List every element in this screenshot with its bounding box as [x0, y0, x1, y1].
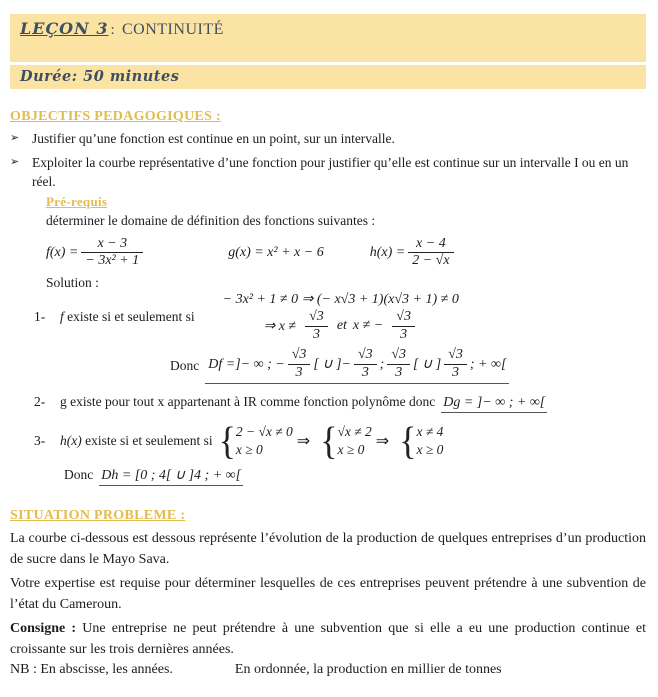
- fraction-sqrt3-over-3: [305, 310, 328, 342]
- lesson-number-label: LEÇON 3: [20, 19, 109, 38]
- arrow-bullet-icon: ➢: [10, 132, 20, 144]
- consigne-text: Une entreprise ne peut prétendre à une subvention que si elle a eu une production continue et croissante sur les trois dernières années.: [10, 621, 646, 658]
- item1-label: existe si et seulement si: [67, 308, 195, 324]
- item1-equations: [223, 291, 459, 342]
- lesson-title-banner: [10, 14, 646, 62]
- formula-h-lhs: h(x) =: [369, 244, 406, 260]
- solution-item-2: [34, 394, 646, 413]
- df-lhs: Df =: [208, 356, 236, 372]
- df-token: ]− ∞ ; −: [235, 356, 285, 372]
- prerequis-intro: déterminer le domaine de définition des fonctions suivantes :: [46, 212, 376, 228]
- situation-heading: SITUATION PROBLEME :: [10, 508, 186, 524]
- formula-f: [46, 237, 146, 269]
- domain-h-expression: Dh = [0 ; 4[ ∪ ]4 ; + ∞[: [99, 467, 243, 486]
- donc-label: Donc: [170, 358, 200, 374]
- domain-f-conclusion: [170, 348, 646, 383]
- equation-2: [263, 310, 417, 342]
- consigne-label: Consigne :: [10, 621, 77, 637]
- df-token: [ ∪ ]−: [313, 357, 351, 373]
- objectives-heading: OBJECTIFS PEDAGOGIQUES :: [10, 109, 222, 124]
- fraction-numerator: √3: [444, 348, 467, 365]
- domain-f-expression: [205, 348, 509, 383]
- fraction-sqrt3-over-3: [444, 348, 467, 380]
- nb-ordonnee: En ordonnée, la production en millier de tonnes: [234, 662, 502, 678]
- eq2-implies: ⇒ x ≠: [263, 318, 297, 334]
- fraction-denominator: 3: [400, 326, 408, 342]
- objective-item: [10, 129, 646, 149]
- fraction-denominator: 2 − √x: [412, 253, 450, 269]
- situation-paragraph-2: Votre expertise est requise pour déterminer lesquelles de ces entreprises peuvent prétendre à une subvention de l’état du Cameroun.: [10, 576, 646, 613]
- item-number: 2-: [34, 393, 46, 409]
- solution-item-3: [34, 418, 646, 463]
- fraction-denominator: 3: [295, 365, 303, 381]
- functions-formula-row: [46, 237, 646, 269]
- fraction: [408, 237, 453, 269]
- fraction-sqrt3-over-3: [392, 310, 415, 342]
- donc-label: Donc: [64, 467, 94, 483]
- duration-text: Durée: 50 minutes: [20, 68, 180, 85]
- system-3: [399, 418, 444, 463]
- item2-statement: g existe pour tout x appartenant à IR comme fonction polynôme donc: [60, 393, 436, 409]
- system-lines: [337, 423, 371, 459]
- fraction-denominator: 3: [312, 326, 320, 342]
- system-1: [218, 418, 293, 463]
- objective-text: Exploiter la courbe représentative d’une fonction pour justifier qu’elle est continue sur un intervalle I ou en un réel.: [32, 154, 629, 190]
- equation-1: − 3x² + 1 ≠ 0 ⇒ (− x√3 + 1)(x√3 + 1) ≠ 0: [222, 292, 459, 308]
- system-line: x ≥ 0: [337, 442, 365, 458]
- duration-banner: [10, 65, 646, 89]
- eq2-neq: x ≠ −: [352, 318, 384, 334]
- fraction-denominator: − 3x² + 1: [85, 253, 140, 269]
- objective-item: [10, 153, 646, 192]
- item3-statement: [60, 433, 213, 449]
- fraction-numerator: √3: [288, 348, 311, 365]
- fraction-sqrt3-over-3: [288, 348, 311, 380]
- system-line: 2 − √x ≠ 0: [235, 423, 293, 439]
- situation-paragraph-1: La courbe ci-dessous est dessous représente l’évolution de la production de quelques entreprises d’un production de sucre dans le Mayo Sava.: [10, 531, 646, 568]
- f-symbol: f: [60, 308, 64, 324]
- left-brace: {: [399, 418, 417, 463]
- left-brace: {: [218, 418, 236, 463]
- implies-arrow: ⇒: [375, 433, 390, 451]
- fraction-denominator: 3: [452, 365, 460, 381]
- lesson-colon: :: [110, 22, 115, 38]
- lesson-title: CONTINUITÉ: [122, 21, 224, 38]
- fraction-denominator: 3: [395, 365, 403, 381]
- fraction-numerator: √3: [354, 348, 377, 365]
- item1-statement: [60, 309, 195, 325]
- df-token: ; + ∞[: [469, 356, 507, 372]
- fraction-numerator: x − 4: [408, 237, 453, 254]
- df-token: ;: [379, 356, 385, 372]
- nb-abscisse: NB : En abscisse, les années.: [10, 662, 173, 678]
- prerequis-heading: Pré-requis: [46, 193, 108, 209]
- fraction-numerator: x − 3: [81, 237, 143, 254]
- solution-label: Solution :: [46, 275, 99, 291]
- consigne-paragraph: [10, 618, 646, 660]
- fraction-numerator: √3: [392, 310, 415, 327]
- item-number: 1-: [34, 308, 46, 324]
- system-line: x ≥ 0: [235, 442, 263, 458]
- eq2-et: et: [336, 318, 347, 334]
- system-lines: [236, 423, 293, 459]
- formula-g: g(x) = x² + x − 6: [228, 244, 324, 260]
- formula-h: [370, 237, 457, 269]
- fraction-denominator: 3: [361, 365, 369, 381]
- left-brace: {: [320, 418, 338, 463]
- fraction-numerator: √3: [387, 348, 410, 365]
- system-line: x ≥ 0: [416, 442, 444, 458]
- implies-arrow: ⇒: [296, 433, 311, 451]
- domain-g-expression: Dg = ]− ∞ ; + ∞[: [441, 395, 547, 413]
- system-lines: [416, 423, 443, 459]
- objective-text: Justifier qu’une fonction est continue en un point, sur un intervalle.: [32, 131, 395, 146]
- solution-item-1: [34, 291, 646, 342]
- item3-label: existe si et seulement si: [85, 433, 213, 449]
- arrow-bullet-icon: ➢: [10, 155, 20, 168]
- h-symbol: h(x): [60, 433, 82, 449]
- system-line: x ≠ 4: [416, 423, 444, 439]
- fraction-sqrt3-over-3: [387, 348, 410, 380]
- formula-f-lhs: f(x) =: [46, 244, 79, 260]
- system-line: √x ≠ 2: [337, 423, 372, 439]
- fraction-sqrt3-over-3: [354, 348, 377, 380]
- fraction-numerator: √3: [305, 310, 328, 327]
- domain-h-conclusion: [64, 467, 646, 486]
- fraction: [81, 237, 143, 269]
- df-token: [ ∪ ]: [413, 357, 442, 373]
- system-2: [320, 418, 372, 463]
- item-number: 3-: [34, 433, 46, 449]
- nb-row: [10, 662, 646, 678]
